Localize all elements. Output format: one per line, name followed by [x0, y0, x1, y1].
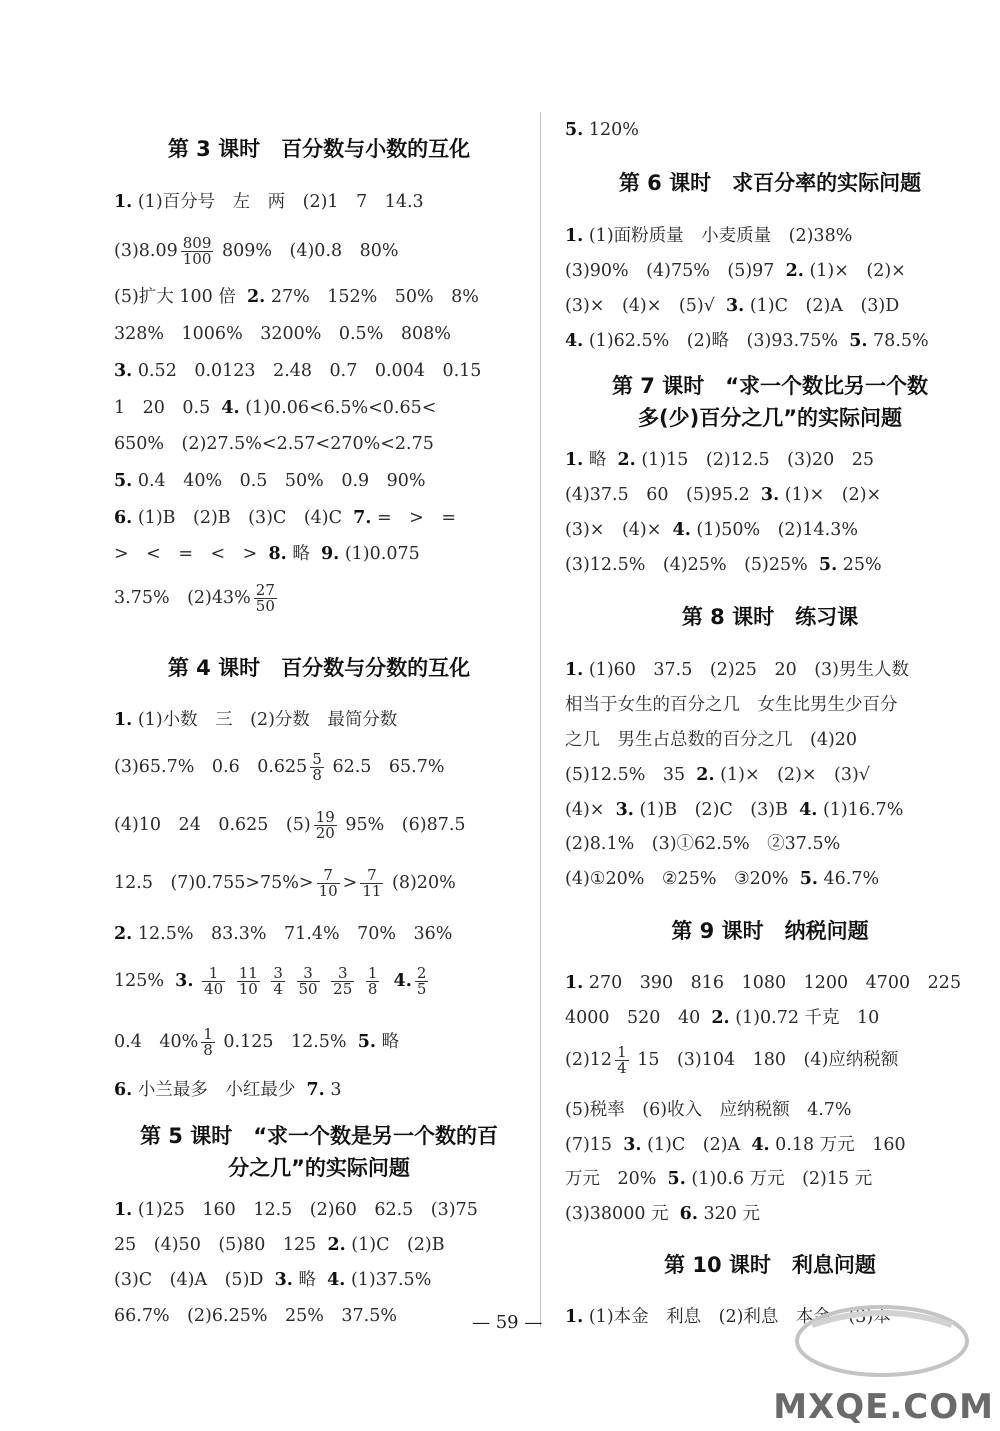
answer-line: (4)37.5 60 (5)95.2 3. (1)× (2)×	[565, 485, 882, 505]
watermark-logo	[772, 1301, 994, 1427]
answer-line: 328% 1006% 3200% 0.5% 808%	[114, 324, 451, 344]
answer-line: 之几 男生占总数的百分之几 (4)20	[565, 730, 858, 750]
answer-line: (2)12 $\frac{1}{4}$ 15 (3)104 180 (4)应纳税额	[565, 1043, 899, 1077]
heading-lesson-7-line2: 多(少)百分之几”的实际问题	[638, 406, 902, 430]
answer-line: 4000 520 40 2. (1)0.72 千克 10	[565, 1008, 880, 1028]
answer-line: 6. 小兰最多 小红最少 7. 3	[114, 1080, 342, 1100]
answer-line: 1. (1)本金 利息 (2)利息 本金 (3)本	[565, 1307, 891, 1327]
heading-lesson-7-line1: 第 7 课时 “求一个数比另一个数	[611, 374, 929, 398]
answer-line: (7)15 3. (1)C (2)A 4. 0.18 万元 160	[565, 1135, 906, 1155]
answer-line: 12.5 (7)0.755>75%> $\frac{7}{10}$ > $\frac{7}{11}$ (8)20%	[114, 866, 456, 900]
answer-line: 5. 0.4 40% 0.5 50% 0.9 90%	[114, 471, 426, 491]
answer-line: 1. (1)小数 三 (2)分数 最简分数	[114, 710, 398, 730]
answer-line: (4)①20% ②25% ③20% 5. 46.7%	[565, 869, 880, 889]
answer-line: 1. 略 2. (1)15 (2)12.5 (3)20 25	[565, 450, 874, 470]
heading-lesson-10: 第 10 课时 利息问题	[664, 1253, 876, 1277]
answer-line: 4. (1)62.5% (2)略 (3)93.75% 5. 78.5%	[565, 331, 929, 351]
fraction: $\frac{1}{4}$	[617, 1043, 627, 1077]
heading-lesson-8: 第 8 课时 练习课	[681, 605, 859, 629]
fraction: $\frac{2}{5}$	[416, 964, 427, 998]
fraction: $\frac{11}{10}$	[238, 964, 258, 998]
answer-line: 1. 270 390 816 1080 1200 4700 225	[565, 973, 962, 993]
answer-line: (4)× 3. (1)B (2)C (3)B 4. (1)16.7%	[565, 800, 904, 820]
heading-lesson-4: 第 4 课时 百分数与分数的互化	[167, 656, 471, 680]
answer-line: 3.75% (2)43% $\frac{27}{50}$	[114, 581, 275, 615]
fraction: $\frac{7}{10}$	[318, 866, 338, 900]
answer-line: 1. (1)60 37.5 (2)25 20 (3)男生人数	[565, 660, 909, 680]
answer-line: 5. 120%	[565, 120, 639, 140]
answer-line: 125% 3. $\frac{1}{40}$ $\frac{11}{10}$ $\frac{3}{4}$ $\frac{3}{50}$ $\frac{3}{25}$ $\frac{1}{8}$ 4. $\frac{2}{5}$	[114, 964, 427, 998]
answer-line: 1 20 0.5 4. (1)0.06<6.5%<0.65<	[114, 398, 437, 418]
answer-line: 6. (1)B (2)B (3)C (4)C 7. = > =	[114, 508, 457, 528]
answer-line: (4)10 24 0.625 (5) $\frac{19}{20}$ 95% (6)87.5	[114, 808, 466, 842]
heading-lesson-5-line2: 分之几”的实际问题	[228, 1156, 410, 1180]
answer-line: 25 (4)50 (5)80 125 2. (1)C (2)B	[114, 1235, 445, 1255]
fraction: $\frac{7}{11}$	[362, 866, 382, 900]
fraction: $\frac{809}{100}$	[182, 234, 212, 268]
answer-line: (3)× (4)× 4. (1)50% (2)14.3%	[565, 520, 858, 540]
heading-lesson-9: 第 9 课时 纳税问题	[671, 919, 869, 943]
heading-lesson-3: 第 3 课时 百分数与小数的互化	[167, 137, 471, 161]
answer-line: > < = < > 8. 略 9. (1)0.075	[114, 544, 420, 564]
page-number: — 59 —	[472, 1312, 543, 1333]
column-divider	[540, 112, 541, 1327]
answer-line: 0.4 40% $\frac{1}{8}$ 0.125 12.5% 5. 略	[114, 1025, 400, 1059]
answer-line: (3)65.7% 0.6 0.625 $\frac{5}{8}$ 62.5 65.7%	[114, 750, 445, 784]
fraction: $\frac{5}{8}$	[312, 750, 322, 784]
fraction: $\frac{1}{8}$	[367, 964, 378, 998]
heading-lesson-6: 第 6 课时 求百分率的实际问题	[618, 171, 922, 195]
answer-line: (3)90% (4)75% (5)97 2. (1)× (2)×	[565, 261, 906, 281]
left-column	[114, 0, 524, 1429]
fraction: $\frac{27}{50}$	[255, 581, 275, 615]
fraction: $\frac{19}{20}$	[315, 808, 335, 842]
answer-line: (5)税率 (6)收入 应纳税额 4.7%	[565, 1100, 852, 1120]
answer-line: (5)扩大 100 倍 2. 27% 152% 50% 8%	[114, 287, 479, 307]
answer-line: (5)12.5% 35 2. (1)× (2)× (3)√	[565, 765, 870, 785]
answer-line: 万元 20% 5. (1)0.6 万元 (2)15 元	[565, 1169, 873, 1189]
answer-line: (3)C (4)A (5)D 3. 略 4. (1)37.5%	[114, 1270, 432, 1290]
answer-line: (3)8.09 $\frac{809}{100}$ 809% (4)0.8 80%	[114, 234, 399, 268]
fraction: $\frac{3}{50}$	[298, 964, 318, 998]
right-column	[565, 0, 975, 1429]
fraction: $\frac{3}{25}$	[333, 964, 353, 998]
answer-line: (2)8.1% (3)①62.5% ②37.5%	[565, 834, 841, 854]
answer-line: (3)× (4)× (5)√ 3. (1)C (2)A (3)D	[565, 296, 900, 316]
answer-line: 1. (1)25 160 12.5 (2)60 62.5 (3)75	[114, 1200, 478, 1220]
answer-line: 650% (2)27.5%<2.57<270%<2.75	[114, 434, 434, 454]
watermark-text: MXQE.COM	[773, 1387, 994, 1427]
heading-lesson-5-line1: 第 5 课时 “求一个数是另一个数的百	[139, 1124, 499, 1148]
fraction: $\frac{1}{8}$	[203, 1025, 213, 1059]
answer-line: (3)38000 元 6. 320 元	[565, 1204, 760, 1224]
answer-line: 1. (1)面粉质量 小麦质量 (2)38%	[565, 226, 853, 246]
answer-line: 2. 12.5% 83.3% 71.4% 70% 36%	[114, 924, 453, 944]
fraction: $\frac{3}{4}$	[273, 964, 283, 998]
answer-line: 3. 0.52 0.0123 2.48 0.7 0.004 0.15	[114, 361, 482, 381]
answer-line: 1. (1)百分号 左 两 (2)1 7 14.3	[114, 192, 424, 212]
answer-line: (3)12.5% (4)25% (5)25% 5. 25%	[565, 555, 882, 575]
answer-line: 相当于女生的百分之几 女生比男生少百分	[565, 695, 898, 715]
fraction: $\frac{1}{40}$	[204, 964, 224, 998]
answer-line: 66.7% (2)6.25% 25% 37.5%	[114, 1306, 397, 1326]
